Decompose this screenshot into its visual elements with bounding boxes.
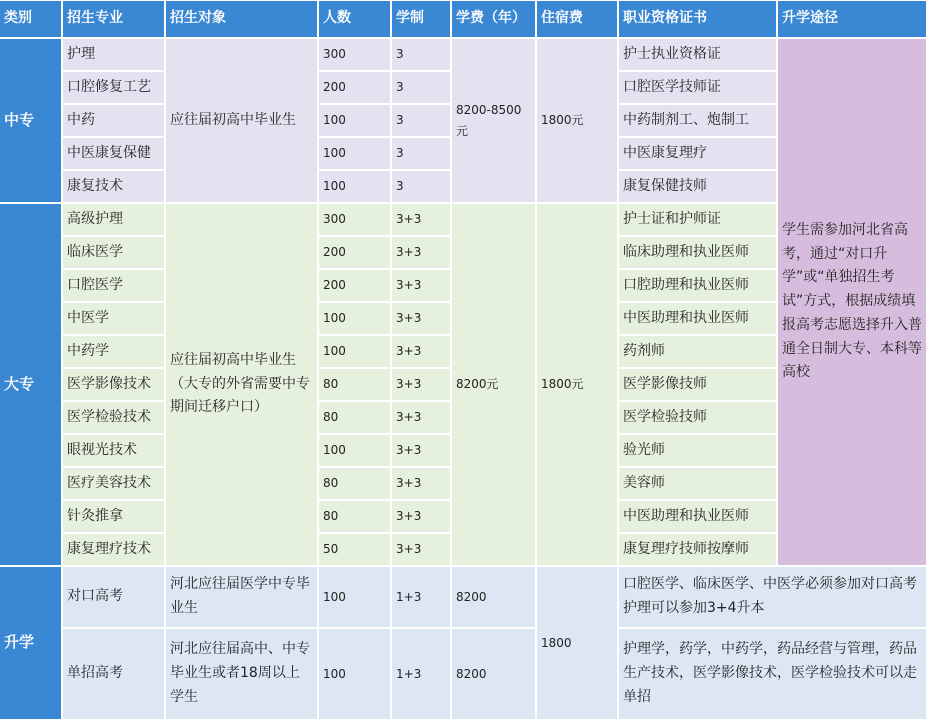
major-cell: 对口高考 (63, 567, 164, 627)
years-cell: 1+3 (392, 567, 450, 627)
major-cell: 口腔修复工艺 (63, 72, 164, 103)
certificate-cell: 医学影像技师 (619, 369, 776, 400)
count-cell: 100 (319, 567, 390, 627)
major-cell: 中医康复保健 (63, 138, 164, 169)
major-cell: 中医学 (63, 303, 164, 334)
count-cell: 80 (319, 369, 390, 400)
certificate-cell: 口腔医学技师证 (619, 72, 776, 103)
tuition-cell: 8200 (452, 629, 535, 719)
pathway-note: 学生需参加河北省高考，通过“对口升学”或“单独招生考试”方式，根据成绩填报高考志愿选择升入普通全日制大专、本科等高校 (778, 39, 926, 565)
target-cell: 河北应往届医学中专毕业生 (166, 567, 317, 627)
dorm-zhongzhuan: 1800元 (537, 39, 617, 202)
count-cell: 200 (319, 270, 390, 301)
target-dazhuan: 应往届初高中毕业生 （大专的外省需要中专期间迁移户口） (166, 204, 317, 565)
count-cell: 100 (319, 105, 390, 136)
major-cell: 临床医学 (63, 237, 164, 268)
category-shengxue: 升学 (0, 567, 61, 719)
tuition-cell: 8200 (452, 567, 535, 627)
years-cell: 3+3 (392, 402, 450, 433)
certificate-cell: 医学检验技师 (619, 402, 776, 433)
admission-note: 护理学，药学，中药学，药品经营与管理，药品生产技术，医学影像技术，医学检验技术可以走单招 (619, 629, 926, 719)
years-cell: 3+3 (392, 303, 450, 334)
header-dorm: 住宿费 (537, 1, 617, 37)
years-cell: 3+3 (392, 237, 450, 268)
count-cell: 100 (319, 336, 390, 367)
major-cell: 医学检验技术 (63, 402, 164, 433)
years-cell: 3+3 (392, 468, 450, 499)
dorm-dazhuan: 1800元 (537, 204, 617, 565)
years-cell: 3+3 (392, 336, 450, 367)
count-cell: 300 (319, 39, 390, 70)
certificate-cell: 中医助理和执业医师 (619, 303, 776, 334)
count-cell: 100 (319, 435, 390, 466)
count-cell: 100 (319, 303, 390, 334)
count-cell: 100 (319, 171, 390, 202)
major-cell: 针灸推拿 (63, 501, 164, 532)
count-cell: 200 (319, 237, 390, 268)
years-cell: 3 (392, 138, 450, 169)
certificate-cell: 美容师 (619, 468, 776, 499)
count-cell: 300 (319, 204, 390, 235)
years-cell: 1+3 (392, 629, 450, 719)
count-cell: 80 (319, 468, 390, 499)
major-cell: 口腔医学 (63, 270, 164, 301)
years-cell: 3+3 (392, 534, 450, 565)
years-cell: 3 (392, 72, 450, 103)
certificate-cell: 康复保健技师 (619, 171, 776, 202)
years-cell: 3+3 (392, 204, 450, 235)
category-zhongzhuan: 中专 (0, 39, 61, 202)
major-cell: 康复理疗技术 (63, 534, 164, 565)
certificate-cell: 中医康复理疗 (619, 138, 776, 169)
header-major: 招生专业 (63, 1, 164, 37)
header-certificate: 职业资格证书 (619, 1, 776, 37)
count-cell: 50 (319, 534, 390, 565)
count-cell: 80 (319, 402, 390, 433)
certificate-cell: 中药制剂工、炮制工 (619, 105, 776, 136)
header-pathway: 升学途径 (778, 1, 926, 37)
major-cell: 医疗美容技术 (63, 468, 164, 499)
certificate-cell: 康复理疗技师按摩师 (619, 534, 776, 565)
tuition-dazhuan: 8200元 (452, 204, 535, 565)
major-cell: 高级护理 (63, 204, 164, 235)
major-cell: 中药学 (63, 336, 164, 367)
header-years: 学制 (392, 1, 450, 37)
header-category: 类别 (0, 1, 61, 37)
header-target: 招生对象 (166, 1, 317, 37)
years-cell: 3+3 (392, 501, 450, 532)
count-cell: 100 (319, 629, 390, 719)
certificate-cell: 护士执业资格证 (619, 39, 776, 70)
target-cell: 河北应往届高中、中专毕业生或者18周以上学生 (166, 629, 317, 719)
count-cell: 100 (319, 138, 390, 169)
years-cell: 3 (392, 39, 450, 70)
certificate-cell: 验光师 (619, 435, 776, 466)
major-cell: 康复技术 (63, 171, 164, 202)
certificate-cell: 药剂师 (619, 336, 776, 367)
major-cell: 眼视光技术 (63, 435, 164, 466)
years-cell: 3+3 (392, 435, 450, 466)
count-cell: 80 (319, 501, 390, 532)
category-dazhuan: 大专 (0, 204, 61, 565)
major-cell: 中药 (63, 105, 164, 136)
years-cell: 3 (392, 171, 450, 202)
years-cell: 3 (392, 105, 450, 136)
admission-note: 口腔医学、临床医学、中医学必须参加对口高考护理可以参加3+4升本 (619, 567, 926, 627)
certificate-cell: 口腔助理和执业医师 (619, 270, 776, 301)
target-zhongzhuan: 应往届初高中毕业生 (166, 39, 317, 202)
certificate-cell: 护士证和护师证 (619, 204, 776, 235)
header-tuition: 学费（年） (452, 1, 535, 37)
certificate-cell: 中医助理和执业医师 (619, 501, 776, 532)
count-cell: 200 (319, 72, 390, 103)
major-cell: 医学影像技术 (63, 369, 164, 400)
tuition-zhongzhuan: 8200-8500元 (452, 39, 535, 202)
major-cell: 护理 (63, 39, 164, 70)
dorm-shengxue: 1800 (537, 567, 617, 719)
years-cell: 3+3 (392, 369, 450, 400)
header-count: 人数 (319, 1, 390, 37)
certificate-cell: 临床助理和执业医师 (619, 237, 776, 268)
years-cell: 3+3 (392, 270, 450, 301)
major-cell: 单招高考 (63, 629, 164, 719)
